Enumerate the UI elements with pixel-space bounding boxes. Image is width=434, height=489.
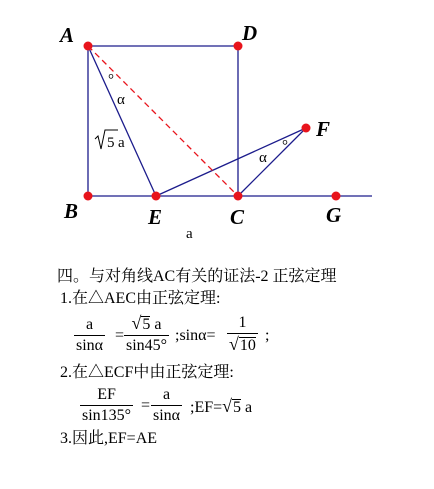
segment-ae	[88, 46, 156, 196]
degree-mark-a: °	[108, 72, 114, 88]
step1-equals: =	[115, 327, 125, 344]
step2-equals: =	[141, 397, 151, 414]
point-b	[84, 192, 93, 201]
svg-text:5: 5	[107, 135, 115, 151]
side-label-ab	[95, 130, 125, 151]
diagonal-ac	[88, 46, 238, 196]
step1-sin-alpha-label: ;sinα=	[175, 327, 216, 344]
label-b: B	[64, 199, 79, 223]
step1-fraction-1: $\frac{a}{\sin\alpha}$	[76, 316, 104, 354]
label-c: C	[230, 205, 245, 229]
step2-ef-result: ;EF= √ 5 a	[190, 396, 253, 416]
label-e: E	[148, 205, 163, 229]
side-label-be: a	[186, 226, 193, 242]
point-e	[152, 192, 161, 201]
alpha-label-c: α	[259, 150, 267, 166]
step1-fraction-2: √ 5 a sin45°	[126, 313, 168, 354]
label-a: A	[60, 23, 75, 47]
step1-fraction-3: 1 √ 10	[229, 314, 256, 354]
point-a	[84, 42, 93, 51]
step1-end: ;	[265, 327, 270, 344]
point-g	[332, 192, 341, 201]
heading: 四。与对角线AC有关的证法-2 正弦定理	[57, 268, 337, 285]
segment-cf	[238, 128, 306, 196]
step2-fraction-2: $\frac{a}{\sin\alpha}$	[153, 386, 181, 424]
label-f: F	[316, 117, 331, 141]
step2-prefix: 2.在△ECF中由正弦定理:	[60, 364, 234, 381]
step1-prefix: 1.在△AEC由正弦定理:	[60, 290, 221, 307]
label-g: G	[326, 203, 342, 227]
degree-mark-c: °	[282, 138, 288, 154]
step2-fraction-1: $\frac{EF}{\sin 135^\circ}$	[82, 386, 132, 424]
step3: 3.因此,EF=AE	[60, 430, 158, 447]
point-c	[234, 192, 243, 201]
alpha-label-a: α	[117, 92, 125, 108]
label-d: D	[242, 21, 258, 45]
svg-text:a: a	[118, 135, 125, 151]
point-f	[302, 124, 311, 133]
